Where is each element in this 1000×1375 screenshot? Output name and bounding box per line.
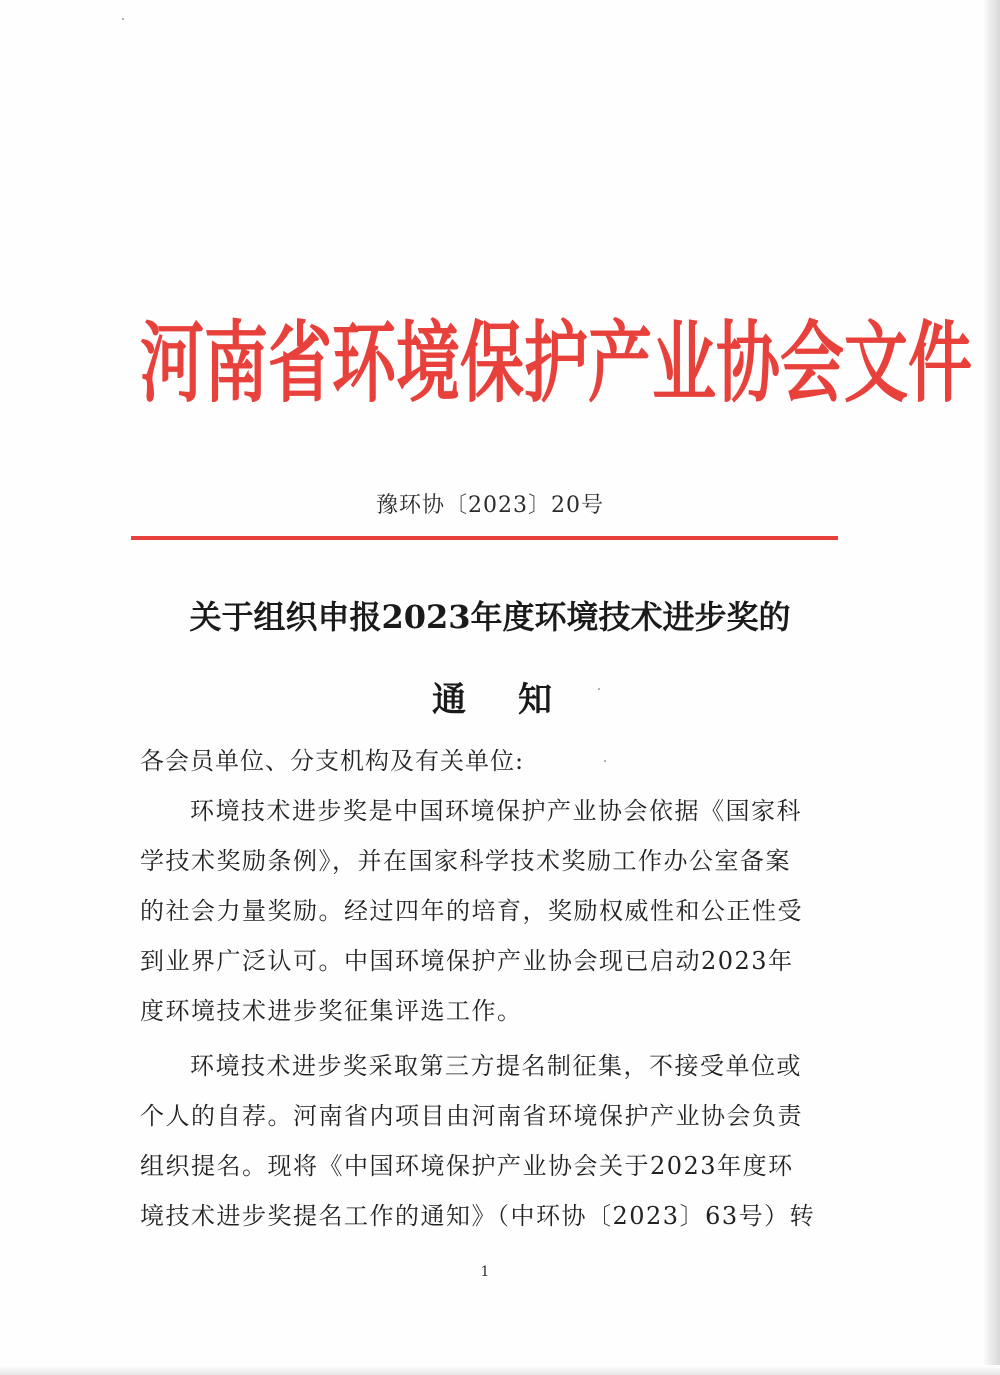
paragraph-1	[140, 786, 820, 1036]
document-number: 豫环协〔2023〕20号	[376, 493, 604, 518]
page-number: 1	[480, 1264, 490, 1280]
notice-title-line-2: 通知	[432, 680, 604, 720]
scan-speck	[604, 760, 606, 762]
paragraph-line: 个人的自荐。河南省内项目由河南省环境保护产业协会负责	[140, 1102, 803, 1130]
paragraph-line: 环境技术进步奖是中国环境保护产业协会依据《国家科	[190, 797, 802, 825]
notice-title-line-1: 关于组织申报2023年度环境技术进步奖的	[189, 598, 791, 636]
scan-edge-right	[982, 0, 1000, 1375]
paragraph-line: 组织提名。现将《中国环境保护产业协会关于2023年度环	[140, 1152, 794, 1180]
paragraph-line: 境技术进步奖提名工作的通知》（中环协〔2023〕63号）转	[140, 1202, 816, 1230]
scan-speck	[122, 18, 124, 20]
paragraph-line: 学技术奖励条例》，并在国家科学技术奖励工作办公室备案	[140, 847, 791, 875]
paragraph-line: 到业界广泛认可。中国环境保护产业协会现已启动2023年	[140, 947, 794, 975]
paragraph-2	[140, 1041, 820, 1241]
salutation: 各会员单位、分支机构及有关单位:	[140, 747, 525, 775]
paragraph-line: 度环境技术进步奖征集评选工作。	[140, 997, 523, 1025]
scan-edge-bottom	[0, 1365, 1000, 1375]
organization-header-title: 河南省环境保护产业协会文件	[140, 313, 972, 416]
paragraph-line: 的社会力量奖励。经过四年的培育，奖励权威性和公正性受	[140, 897, 803, 925]
header-divider-rule	[131, 536, 838, 540]
paragraph-line: 环境技术进步奖采取第三方提名制征集，不接受单位或	[190, 1052, 802, 1080]
